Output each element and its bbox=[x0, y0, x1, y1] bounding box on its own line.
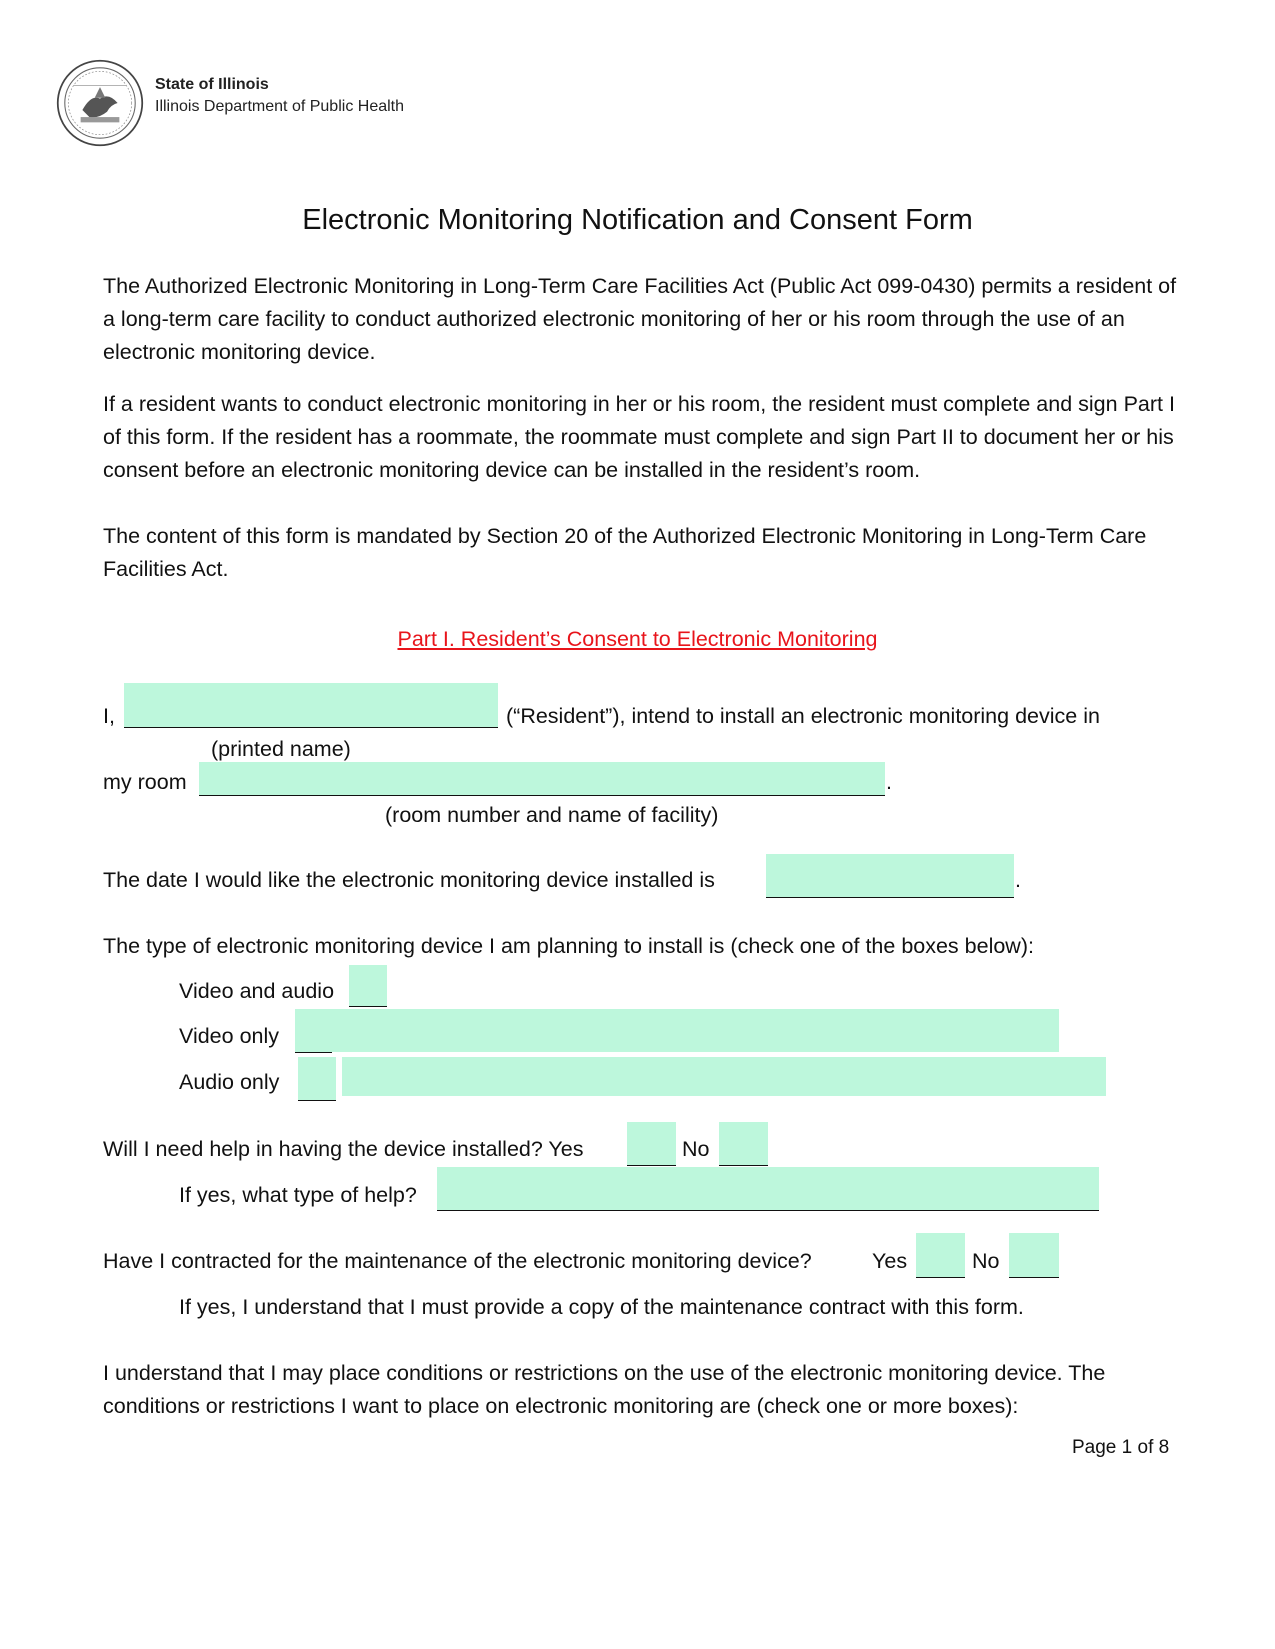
video-only-underline bbox=[295, 1052, 332, 1053]
video-only-extra-field[interactable] bbox=[332, 1009, 1059, 1052]
help-yes-underline bbox=[627, 1165, 676, 1166]
intro-paragraph-1: The Authorized Electronic Monitoring in Long-Term Care Facilities Act (Public Act 099-0430) permits a resident of a long-term care facility to conduct authorized electronic monitoring of her or his room through the use of an electronic monitoring device. bbox=[103, 274, 1177, 364]
video-only-checkbox[interactable] bbox=[295, 1009, 332, 1052]
room-underline bbox=[199, 795, 885, 796]
intro-paragraph-2: If a resident wants to conduct electronic monitoring in her or his room, the resident must complete and sign Part I of this form. If the resident has a roommate, the roommate must complete and sign Part II to document her or his consent before an electronic monitoring device can be installed in the resident’s room. bbox=[103, 392, 1175, 482]
room-caption: (room number and name of facility) bbox=[385, 803, 719, 827]
audio-only-extra-field[interactable] bbox=[342, 1057, 1106, 1096]
printed-name-caption: (printed name) bbox=[211, 737, 351, 761]
help-no-underline bbox=[719, 1165, 768, 1166]
printed-name-underline bbox=[124, 727, 498, 728]
maintenance-question: Have I contracted for the maintenance of the electronic monitoring device? bbox=[103, 1249, 812, 1273]
room-period: . bbox=[886, 770, 892, 794]
maintenance-no-underline bbox=[1009, 1277, 1059, 1278]
option-audio-only-label: Audio only bbox=[179, 1070, 280, 1094]
install-date-field[interactable] bbox=[766, 854, 1014, 897]
maintenance-no-checkbox[interactable] bbox=[1009, 1233, 1059, 1277]
option-video-audio-label: Video and audio bbox=[179, 979, 335, 1003]
page-number: Page 1 of 8 bbox=[1072, 1437, 1170, 1458]
video-audio-checkbox[interactable] bbox=[349, 965, 387, 1006]
date-underline bbox=[766, 897, 1014, 898]
agency-name: State of Illinois bbox=[155, 76, 269, 93]
help-yes-checkbox[interactable] bbox=[627, 1122, 676, 1165]
department-name: Illinois Department of Public Health bbox=[155, 98, 405, 115]
resident-suffix: (“Resident”), intend to install an electronic monitoring device in bbox=[506, 704, 1100, 728]
date-period: . bbox=[1015, 868, 1021, 892]
maintenance-no-label: No bbox=[972, 1249, 1000, 1273]
help-no-checkbox[interactable] bbox=[719, 1122, 768, 1165]
my-room-label: my room bbox=[103, 770, 187, 794]
install-date-label: The date I would like the electronic monitoring device installed is bbox=[103, 868, 715, 892]
i-prefix: I, bbox=[103, 704, 115, 728]
audio-only-checkbox[interactable] bbox=[298, 1057, 336, 1100]
room-and-facility-field[interactable] bbox=[199, 762, 885, 795]
maintenance-yes-underline bbox=[916, 1277, 965, 1278]
help-question: Will I need help in having the device installed? Yes bbox=[103, 1137, 584, 1161]
audio-only-underline bbox=[298, 1100, 336, 1101]
intro-paragraph-3: The content of this form is mandated by Section 20 of the Authorized Electronic Monitoring in Long-Term Care Facilities Act. bbox=[103, 524, 1147, 581]
help-type-field[interactable] bbox=[437, 1167, 1099, 1210]
state-seal-icon bbox=[56, 59, 144, 147]
maintenance-yes-checkbox[interactable] bbox=[916, 1233, 965, 1277]
help-no-label: No bbox=[682, 1137, 710, 1161]
video-audio-underline bbox=[349, 1006, 387, 1007]
maintenance-yes-label: Yes bbox=[872, 1249, 908, 1273]
help-type-underline bbox=[437, 1210, 1099, 1211]
maintenance-note: If yes, I understand that I must provide a copy of the maintenance contract with this form. bbox=[179, 1295, 1024, 1319]
page-title: Electronic Monitoring Notification and Consent Form bbox=[302, 204, 973, 236]
conditions-paragraph: I understand that I may place conditions or restrictions on the use of the electronic monitoring device. The conditions or restrictions I want to place on electronic monitoring are (check one or more boxes): bbox=[103, 1361, 1106, 1418]
part-1-heading: Part I. Resident’s Consent to Electronic Monitoring bbox=[397, 627, 878, 651]
option-video-only-label: Video only bbox=[179, 1024, 280, 1048]
printed-name-field[interactable] bbox=[124, 683, 498, 727]
device-type-label: The type of electronic monitoring device I am planning to install is (check one of the boxes below): bbox=[103, 934, 1034, 958]
help-type-label: If yes, what type of help? bbox=[179, 1183, 417, 1207]
